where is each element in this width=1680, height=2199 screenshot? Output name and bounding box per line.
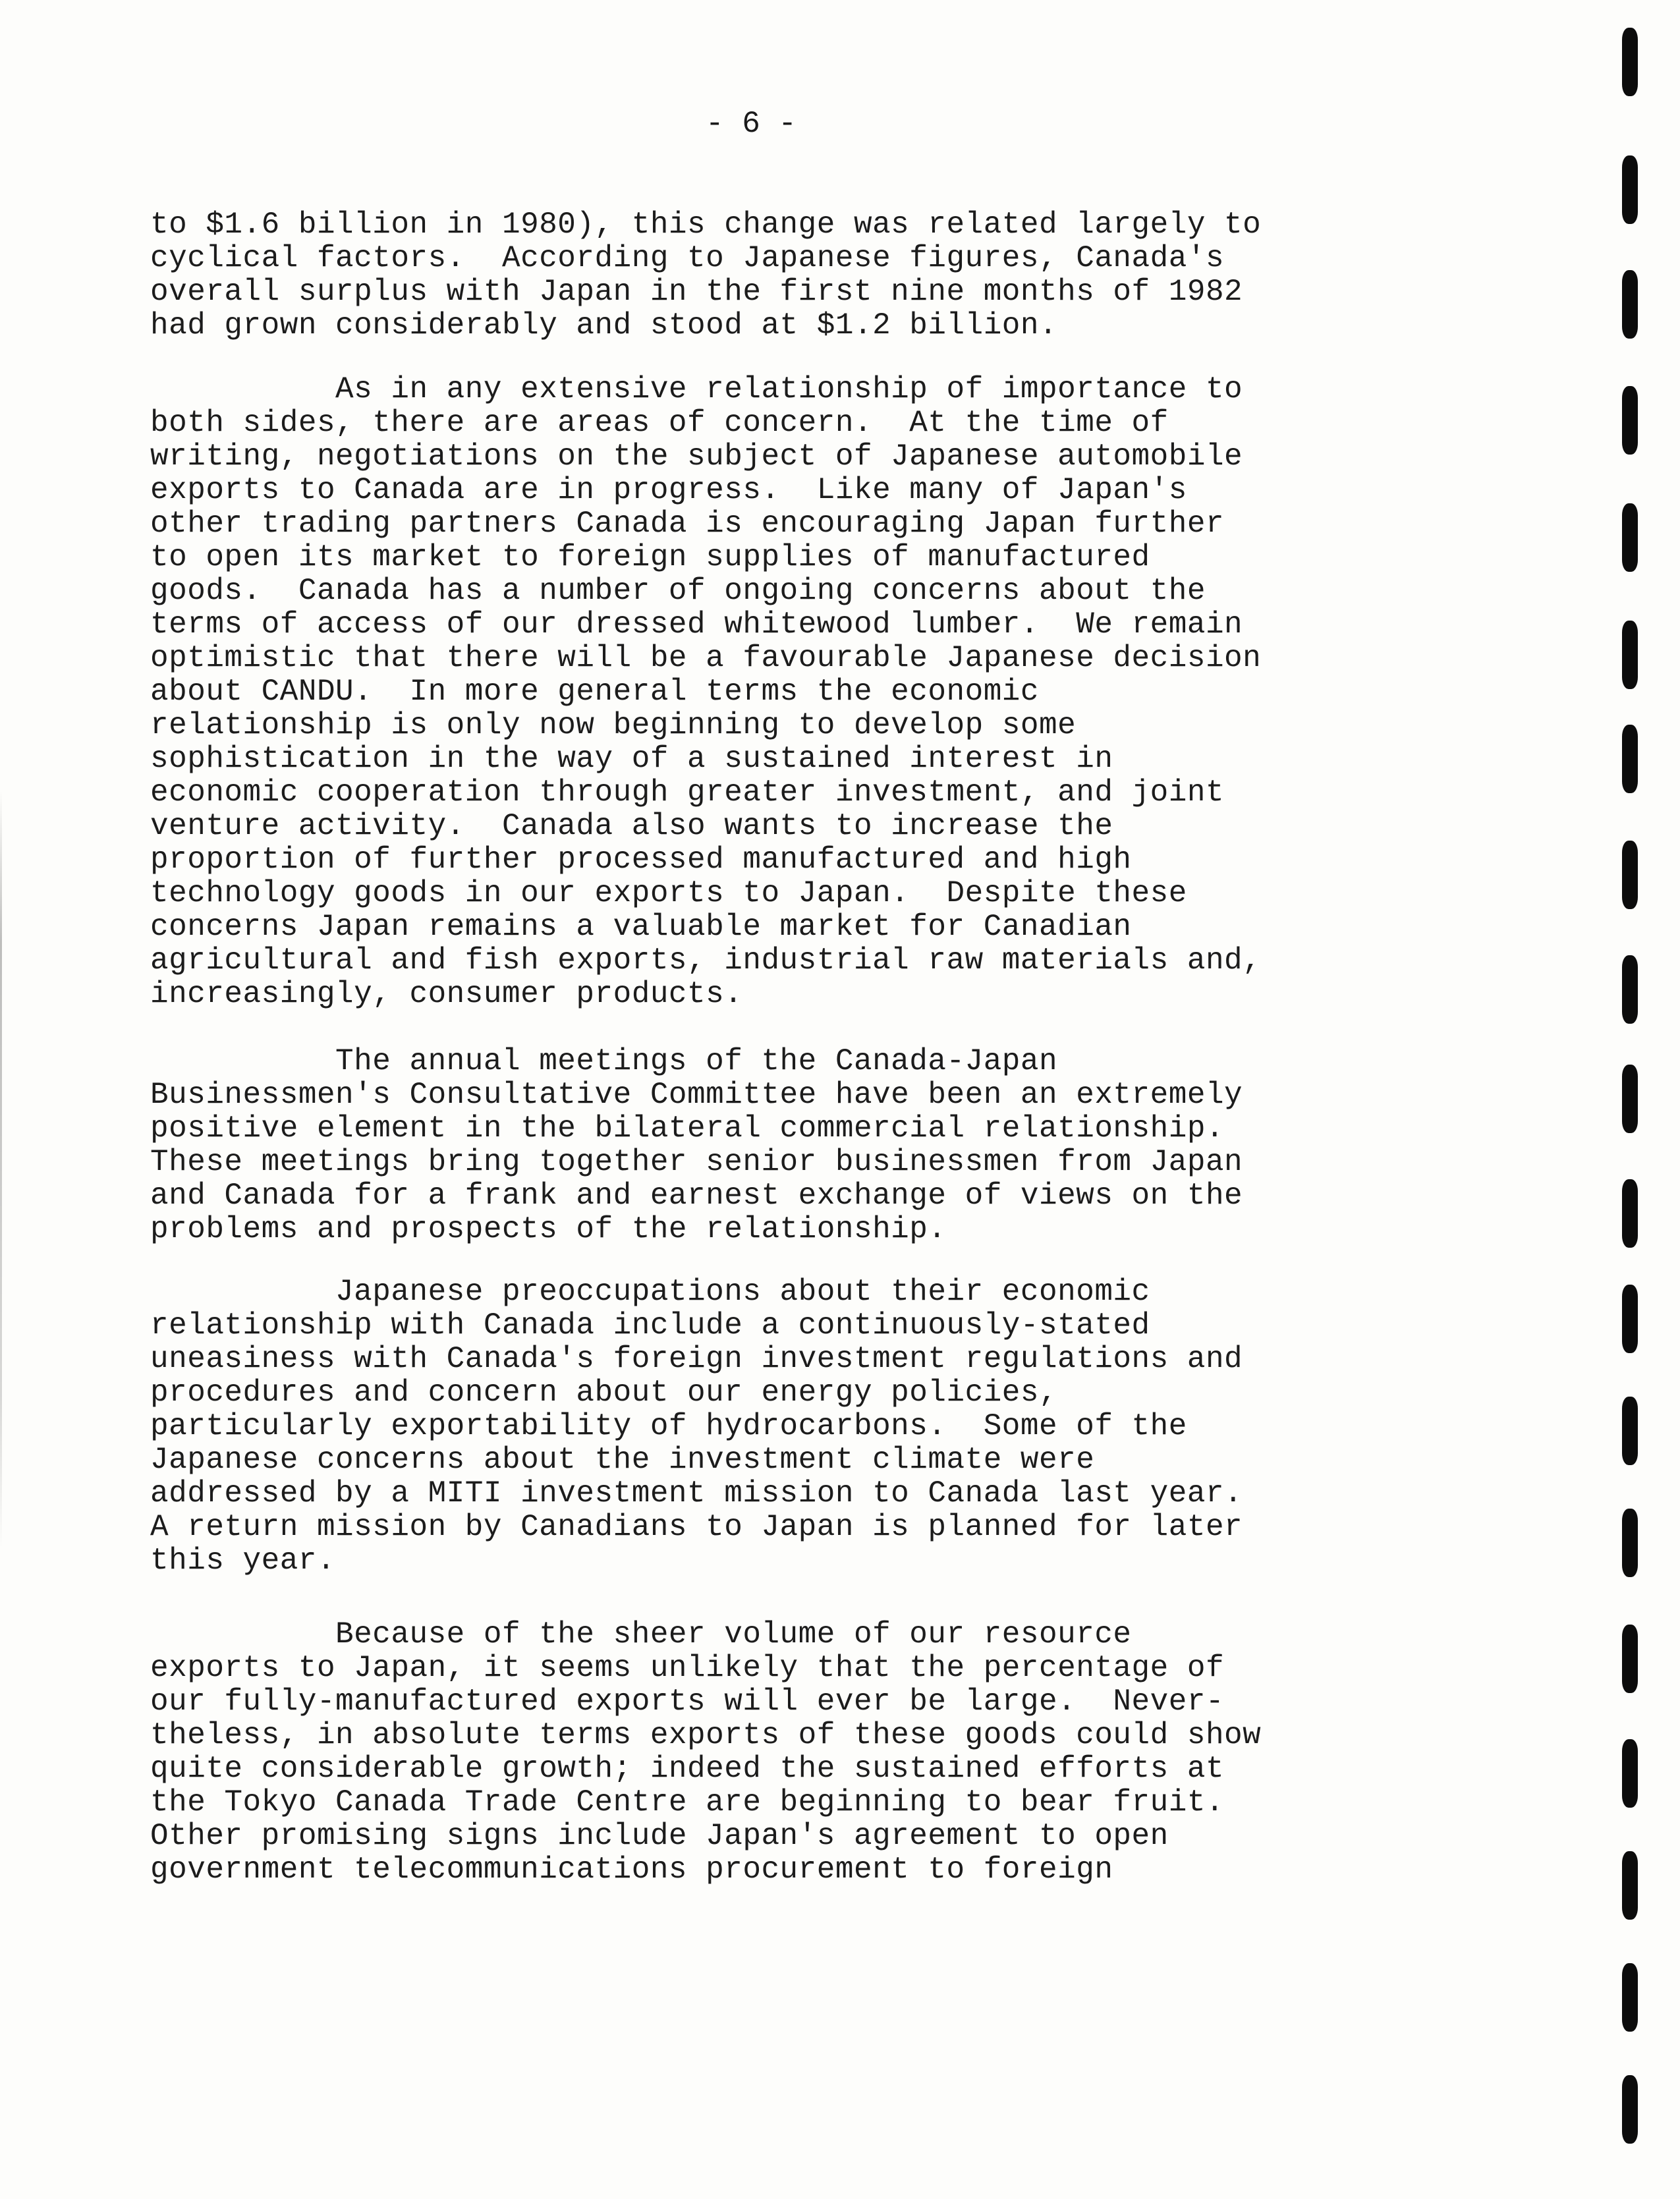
binding-hole [1622,841,1638,909]
text-line: about CANDU. In more general terms the economic [150,675,1040,709]
text-line: relationship is only now beginning to develop some [150,708,1077,742]
binding-hole [1622,155,1638,224]
text-line: had grown considerably and stood at $1.2 billion. [150,308,1058,343]
text-line: procedures and concern about our energy policies, [150,1376,1058,1410]
text-line: agricultural and fish exports, industrial raw materials and, [150,943,1262,978]
text-line: particularly exportability of hydrocarbons. Some of the [150,1409,1187,1443]
binding-hole [1622,1065,1638,1133]
text-line: proportion of further processed manufactured and high [150,843,1132,877]
binding-hole [1622,28,1638,96]
binding-hole [1622,1963,1638,2032]
binding-hole [1622,1285,1638,1353]
text-line: cyclical factors. According to Japanese figures, Canada's [150,241,1225,275]
text-line: theless, in absolute terms exports of these goods could show [150,1718,1262,1752]
scan-edge-shadow [0,791,2,1548]
text-line: addressed by a MITI investment mission to Canada last year. [150,1476,1243,1511]
text-line: positive element in the bilateral commercial relationship. [150,1111,1225,1146]
text-line: other trading partners Canada is encouraging Japan further [150,507,1225,541]
text-line: Japanese concerns about the investment climate were [150,1443,1095,1477]
text-line: writing, negotiations on the subject of Japanese automobile [150,439,1243,474]
paragraph-1 [150,208,1402,343]
text-line: this year. [150,1544,336,1578]
text-line: concerns Japan remains a valuable market for Canadian [150,910,1132,944]
paragraph-4 [150,1275,1402,1578]
binding-hole [1622,725,1638,793]
text-line: quite considerable growth; indeed the sustained efforts at [150,1752,1225,1786]
text-line: exports to Japan, it seems unlikely that the percentage of [150,1651,1225,1685]
text-line: relationship with Canada include a continuously-stated [150,1308,1150,1343]
text-line: sophistication in the way of a sustained interest in [150,742,1113,776]
text-line: Other promising signs include Japan's agreement to open [150,1819,1169,1853]
text-line: the Tokyo Canada Trade Centre are beginning to bear fruit. [150,1785,1225,1820]
text-line: economic cooperation through greater investment, and joint [150,775,1225,810]
binding-hole [1622,1509,1638,1577]
text-line: Japanese preoccupations about their economic [150,1275,1150,1309]
text-line: to open its market to foreign supplies of manufactured [150,540,1150,574]
paragraph-3 [150,1045,1402,1246]
text-line: overall surplus with Japan in the first nine months of 1982 [150,275,1243,309]
binding-hole [1622,1739,1638,1808]
binding-hole [1622,2075,1638,2144]
text-line: The annual meetings of the Canada-Japan [150,1044,1058,1078]
binding-hole [1622,1625,1638,1693]
page-number: - 6 - [705,107,797,141]
text-line: uneasiness with Canada's foreign investment regulations and [150,1342,1243,1376]
binding-holes [1614,0,1654,2199]
text-line: to $1.6 billion in 1980), this change was related largely to [150,208,1262,242]
text-line: both sides, there are areas of concern. At the time of [150,406,1169,440]
text-line: our fully-manufactured exports will ever be large. Never- [150,1684,1225,1719]
text-line: increasingly, consumer products. [150,977,743,1011]
binding-hole [1622,270,1638,339]
text-line: terms of access of our dressed whitewood lumber. We remain [150,607,1243,642]
text-line: These meetings bring together senior businessmen from Japan [150,1145,1243,1179]
text-line: Because of the sheer volume of our resource [150,1617,1132,1652]
text-line: problems and prospects of the relationship. [150,1212,947,1246]
text-line: exports to Canada are in progress. Like many of Japan's [150,473,1187,507]
binding-hole [1622,1851,1638,1920]
text-line: government telecommunications procurement to foreign [150,1852,1113,1887]
text-line: goods. Canada has a number of ongoing concerns about the [150,574,1206,608]
binding-hole [1622,386,1638,455]
paragraph-2 [150,373,1402,1011]
text-line: and Canada for a frank and earnest exchange of views on the [150,1179,1243,1213]
binding-hole [1622,955,1638,1024]
binding-hole [1622,1179,1638,1248]
text-line: Businessmen's Consultative Committee have been an extremely [150,1078,1243,1112]
binding-hole [1622,621,1638,689]
binding-hole [1622,1397,1638,1465]
binding-hole [1622,503,1638,572]
text-line: technology goods in our exports to Japan. Despite these [150,876,1187,910]
paragraph-5 [150,1618,1402,1887]
text-line: A return mission by Canadians to Japan is planned for later [150,1510,1243,1544]
text-line: optimistic that there will be a favourable Japanese decision [150,641,1262,675]
text-line: As in any extensive relationship of importance to [150,372,1243,406]
text-line: venture activity. Canada also wants to increase the [150,809,1113,843]
